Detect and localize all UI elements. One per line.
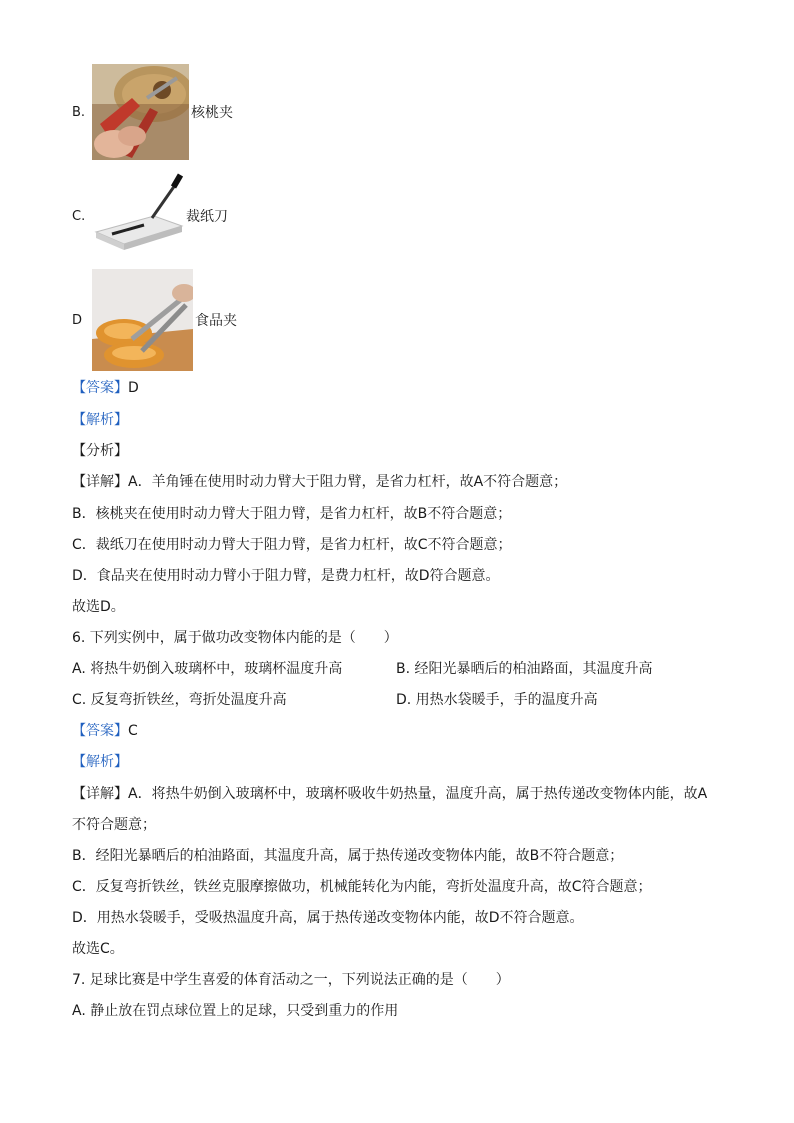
option-caption: 裁纸刀 [186,209,228,225]
detail-text: A．羊角锤在使用时动力臂大于阻力臂，是省力杠杆，故A不符合题意； [128,474,568,490]
q6-conclusion: 故选C。 [72,941,124,957]
q6-detail-line: D．用热水袋暖手，受吸热温度升高，属于热传递改变物体内能，故D不符合题意。 [72,910,584,926]
detail-tag: 【详解】 [72,786,128,802]
option-letter: D [72,312,83,328]
option-letter: B. [72,104,86,120]
q6-stem: 6. 下列实例中，属于做功改变物体内能的是（ ） [72,630,398,646]
answer-tag: 【答案】 [72,380,128,396]
q5-answer [72,378,139,398]
q7-option-a: A. 静止放在罚点球位置上的足球，只受到重力的作用 [72,1003,399,1019]
q6-detail-line [72,784,707,804]
answer-value: D [128,380,139,396]
q6-option-c: C. 反复弯折铁丝，弯折处温度升高 [72,692,287,708]
q6-detail-line: C．反复弯折铁丝，铁丝克服摩擦做功，机械能转化为内能，弯折处温度升高，故C符合题意； [72,879,652,895]
q6-detail-line: 不符合题意； [72,817,156,833]
q5-analysis-tag: 【解析】 [72,412,128,428]
q6-detail-line: B．经阳光暴晒后的柏油路面，其温度升高，属于热传递改变物体内能，故B不符合题意； [72,848,624,864]
q6-analysis-tag: 【解析】 [72,754,128,770]
food-tongs-photo [92,269,193,371]
option-c-row [72,172,228,260]
detail-tag: 【详解】 [72,474,128,490]
q6-answer [72,721,138,741]
option-caption: 食品夹 [195,313,237,329]
paper-cutter-photo [92,172,184,260]
option-caption: 核桃夹 [191,105,233,121]
q5-detail-line: D．食品夹在使用时动力臂小于阻力臂，是费力杠杆，故D符合题意。 [72,568,500,584]
q6-option-a: A. 将热牛奶倒入玻璃杯中，玻璃杯温度升高 [72,661,343,677]
walnut-cracker-photo [92,64,189,160]
q5-analyze-tag: 【分析】 [72,443,128,459]
q6-option-b: B. 经阳光暴晒后的柏油路面，其温度升高 [396,661,653,677]
option-d-row [72,269,237,371]
q7-stem: 7. 足球比赛是中学生喜爱的体育活动之一，下列说法正确的是（ ） [72,972,510,988]
answer-value: C [128,723,138,739]
q5-detail-line: C．裁纸刀在使用时动力臂大于阻力臂，是省力杠杆，故C不符合题意； [72,537,512,553]
q5-conclusion: 故选D。 [72,599,125,615]
q5-detail-line: B．核桃夹在使用时动力臂大于阻力臂，是省力杠杆，故B不符合题意； [72,506,512,522]
option-letter: C. [72,208,86,224]
detail-text: A．将热牛奶倒入玻璃杯中，玻璃杯吸收牛奶热量，温度升高，属于热传递改变物体内能，故A [128,786,708,802]
q6-option-d: D. 用热水袋暖手，手的温度升高 [396,692,598,708]
option-b-row [72,64,233,160]
q5-detail-line [72,472,567,492]
answer-tag: 【答案】 [72,723,128,739]
